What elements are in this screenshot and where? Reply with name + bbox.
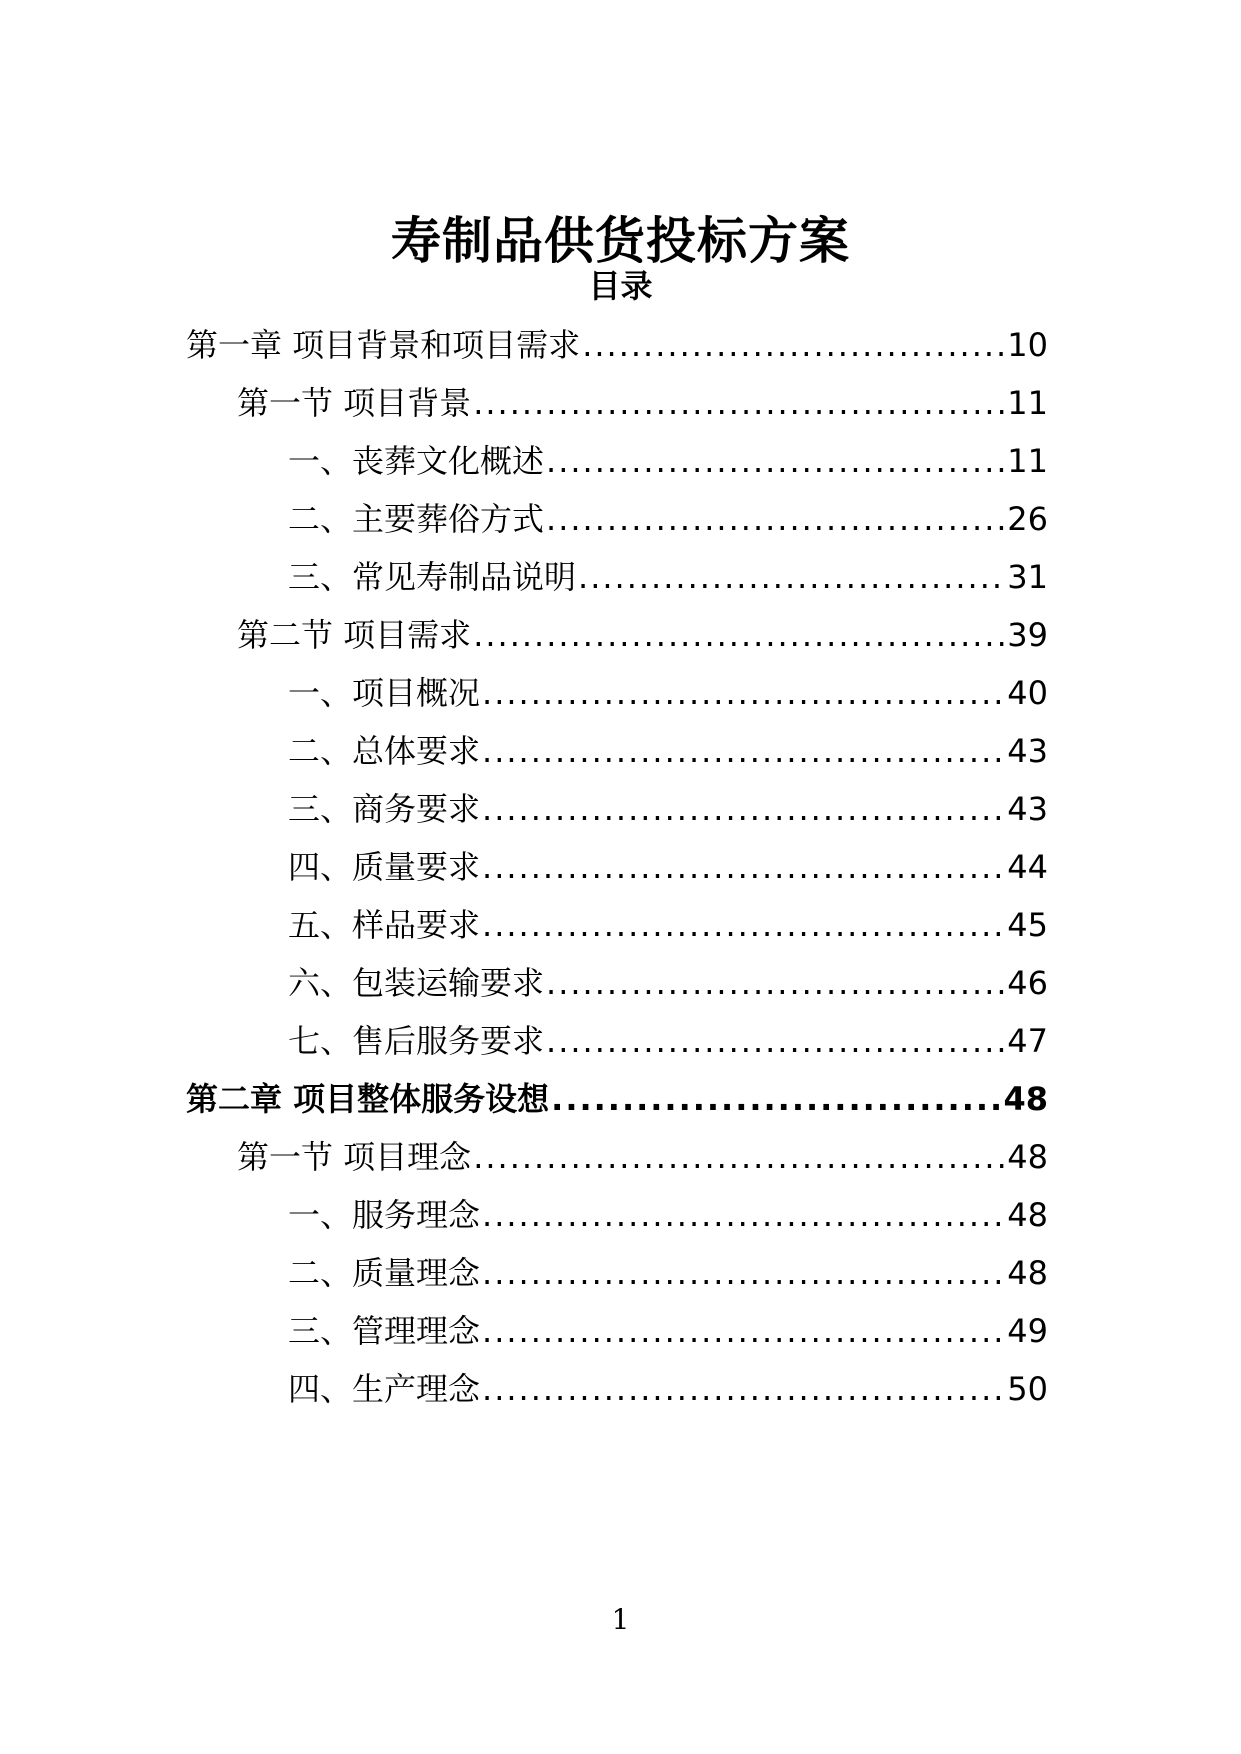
toc-entry-page: 44 [1007,848,1048,886]
toc-entry[interactable] [288,552,1048,602]
toc-entry-page: 48 [1003,1080,1048,1118]
toc-entry[interactable] [288,900,1048,950]
toc-entry[interactable] [237,1132,1048,1182]
toc-entry-page: 48 [1007,1196,1048,1234]
toc-entry[interactable] [186,320,1048,370]
toc-entry-title: 第一章 项目背景和项目需求 [186,326,581,364]
toc-dot-leader [482,1364,1005,1414]
toc-entry-page: 47 [1007,1022,1048,1060]
toc-entry-page: 45 [1007,906,1048,944]
toc-entry-page: 11 [1007,442,1048,480]
toc-entry-page: 26 [1007,500,1048,538]
toc-entry-title: 二、总体要求 [288,732,481,770]
toc-dot-leader [546,1016,1005,1066]
toc-entry-title: 第一节 项目理念 [237,1138,472,1176]
toc-entry[interactable] [288,436,1048,486]
toc-entry[interactable] [288,958,1048,1008]
toc-dot-leader [473,610,1005,660]
document-title: 寿制品供货投标方案 [391,211,850,270]
toc-entry[interactable] [288,1190,1048,1240]
toc-entry-page: 39 [1007,616,1048,654]
toc-dot-leader [582,320,1005,370]
toc-dot-leader [482,1306,1005,1356]
toc-entry[interactable] [288,668,1048,718]
toc-entry-title: 三、常见寿制品说明 [288,558,577,596]
toc-entry-page: 46 [1007,964,1048,1002]
toc-entry[interactable] [288,842,1048,892]
toc-entry-page: 49 [1007,1312,1048,1350]
toc-entry[interactable] [186,1074,1048,1124]
toc-entry-title: 四、质量要求 [288,848,481,886]
toc-entry[interactable] [288,1364,1048,1414]
toc-entry-title: 二、主要葬俗方式 [288,500,545,538]
toc-dot-leader [482,784,1005,834]
toc-entry-title: 一、服务理念 [288,1196,481,1234]
toc-dot-leader [546,958,1005,1008]
toc-entry-title: 五、样品要求 [288,906,481,944]
toc-entry-title: 三、管理理念 [288,1312,481,1350]
toc-dot-leader [578,552,1005,602]
toc-entry-title: 六、包装运输要求 [288,964,545,1002]
toc-heading: 目录 [588,267,653,305]
toc-entry-title: 一、丧葬文化概述 [288,442,545,480]
toc-entry-title: 二、质量理念 [288,1254,481,1292]
toc-dot-leader [546,436,1005,486]
toc-entry-title: 一、项目概况 [288,674,481,712]
toc-entry-page: 31 [1007,558,1048,596]
toc-entry[interactable] [288,784,1048,834]
toc-entry-title: 第二节 项目需求 [237,616,472,654]
page-number: 1 [611,1603,630,1636]
toc-dot-leader [551,1074,1001,1124]
toc-entry-title: 三、商务要求 [288,790,481,828]
toc-entry[interactable] [288,726,1048,776]
toc-entry-title: 七、售后服务要求 [288,1022,545,1060]
toc-dot-leader [482,842,1005,892]
toc-entry-page: 11 [1007,384,1048,422]
toc-dot-leader [546,494,1005,544]
toc-dot-leader [482,900,1005,950]
toc-entry-page: 40 [1007,674,1048,712]
toc-entry-title: 第二章 项目整体服务设想 [186,1080,550,1118]
toc-entry-page: 48 [1007,1254,1048,1292]
toc-entry-page: 43 [1007,790,1048,828]
toc-entry-page: 50 [1007,1370,1048,1408]
toc-entry[interactable] [288,1248,1048,1298]
toc-entry[interactable] [288,1306,1048,1356]
toc-entry-page: 48 [1007,1138,1048,1176]
toc-dot-leader [482,668,1005,718]
toc-dot-leader [473,1132,1005,1182]
toc-dot-leader [482,726,1005,776]
toc-dot-leader [473,378,1005,428]
toc-entry[interactable] [288,1016,1048,1066]
toc-entry-page: 10 [1007,326,1048,364]
toc-entry-title: 第一节 项目背景 [237,384,472,422]
toc-entry[interactable] [237,378,1048,428]
toc-dot-leader [482,1190,1005,1240]
toc-entry-title: 四、生产理念 [288,1370,481,1408]
toc-entry[interactable] [288,494,1048,544]
toc-entry[interactable] [237,610,1048,660]
toc-entry-page: 43 [1007,732,1048,770]
toc-dot-leader [482,1248,1005,1298]
